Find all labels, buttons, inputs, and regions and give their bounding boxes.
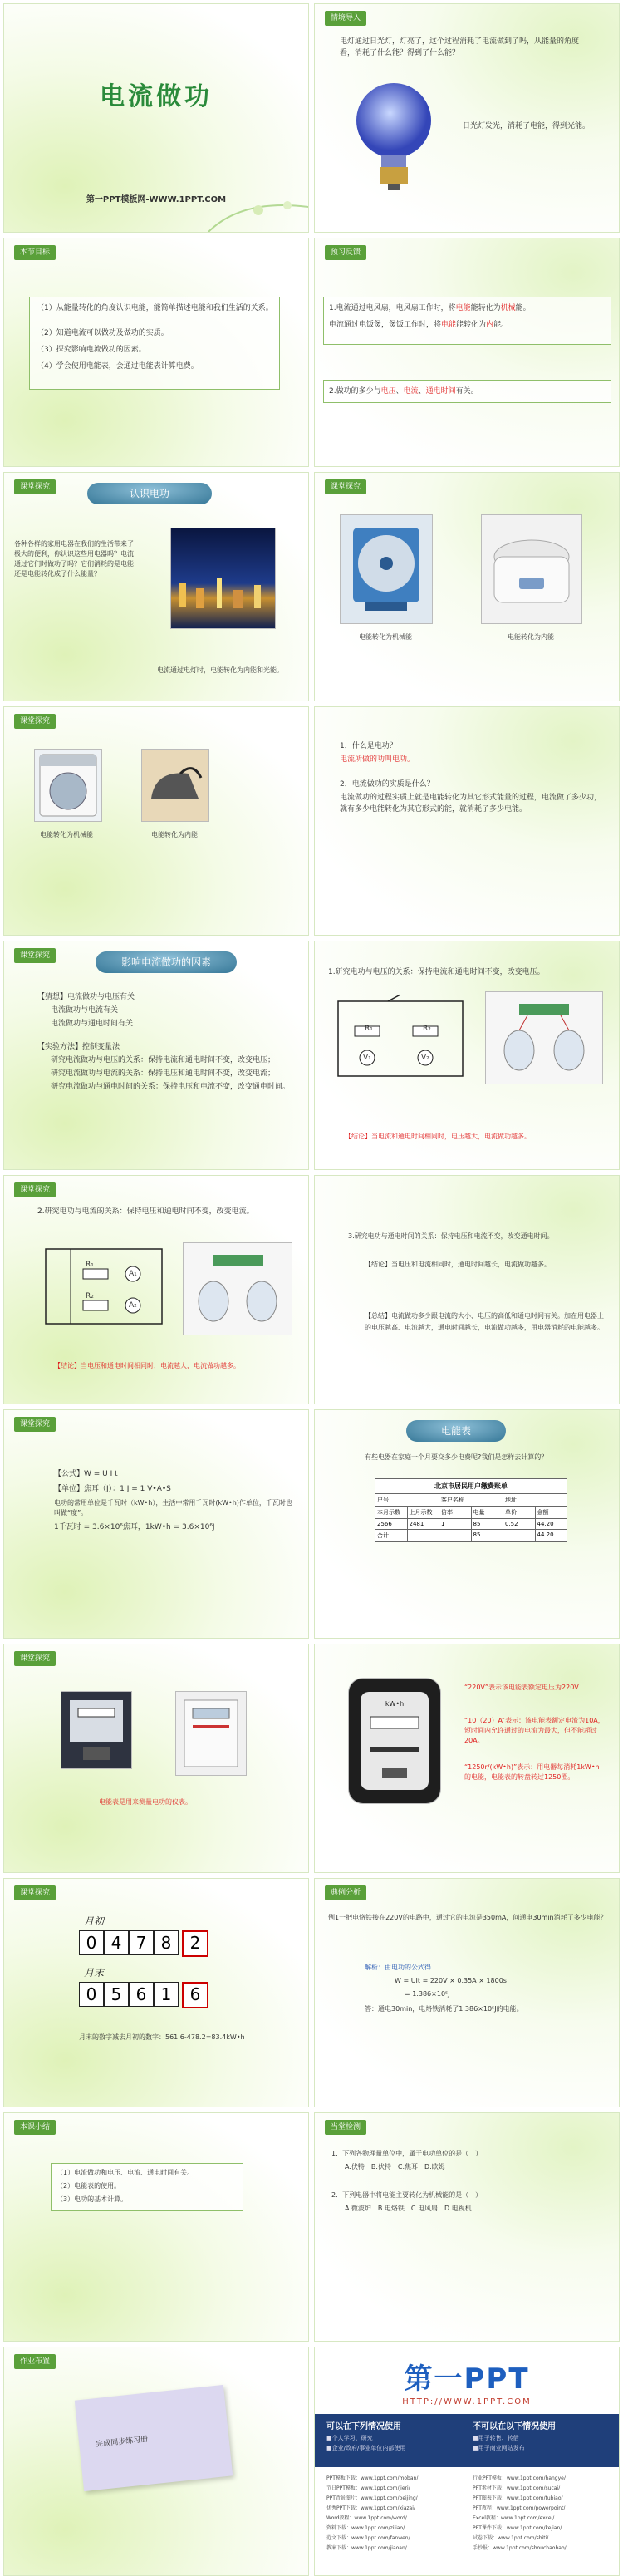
summary-item: （3）电功的基本计算。	[56, 2195, 128, 2203]
definition-q1: 1．什么是电功？	[340, 742, 397, 750]
slide-homework[interactable]	[3, 2347, 309, 2576]
digital-meter-image	[175, 1691, 247, 1776]
unit-joule: 【单位】焦耳（J）：1 J = 1 V•A•S	[54, 1485, 171, 1493]
slide-appliances-1[interactable]	[314, 472, 620, 701]
slide-formula[interactable]	[3, 1409, 309, 1639]
experiment-photo	[183, 1242, 292, 1335]
reading-caption: 月末的数字减去月初的数字：561.6-478.2=83.4kW•h	[79, 2033, 245, 2041]
homework-text: 完成同步练习册	[95, 2435, 149, 2450]
caption-mechanical: 电能转化为机械能	[40, 831, 93, 838]
intro-answer: 日光灯发光，消耗了电能，得到光能。	[463, 122, 591, 130]
objectives-box	[29, 297, 280, 390]
summary-text: 【总结】电流做功多少跟电流的大小、电压的高低和通电时间有关。加在用电器上的电压越高、电流越大，通电时间越长，电流做功越多，用电器消耗的电能越多。	[365, 1312, 604, 1331]
usage-panel	[315, 2414, 620, 2467]
objective-item: （3）探究影响电流做功的因素。	[37, 346, 146, 354]
factor-guess: 【猜想】电流做功与电压有关	[37, 993, 135, 1001]
resistor-label: R₁	[86, 1261, 94, 1269]
objective-item: （2）知道电流可以做功及做功的实质。	[37, 329, 169, 337]
vine-decoration	[208, 182, 308, 232]
factor-line: 研究电流做功与电流的关系：保持电压和通电时间不变，改变电流；	[51, 1069, 276, 1078]
cover-title: 电流做功	[100, 82, 213, 111]
solution-line: 解析：由电功的公式得	[365, 1964, 431, 1971]
brand-logo: 第一PPT	[404, 2362, 530, 2396]
section-tag: 课堂探究	[14, 1885, 56, 1900]
topic-pill: 认识电功	[87, 483, 212, 504]
resource-link[interactable]: PPT素材下载：www.1ppt.com/sucai/	[473, 2485, 561, 2491]
slide-electric-work-definition[interactable]	[314, 706, 620, 936]
resource-link[interactable]: Word教程：www.1ppt.com/word/	[326, 2515, 407, 2521]
slide-summary[interactable]	[3, 2112, 309, 2342]
resource-link[interactable]: PPT背景图片：www.1ppt.com/beijing/	[326, 2495, 418, 2501]
usage-forbidden-title: 不可以在以下情况使用	[473, 2422, 556, 2431]
resource-link[interactable]: 手抄报：www.1ppt.com/shouchaobao/	[473, 2545, 567, 2551]
digit: 8	[154, 1930, 179, 1955]
usage-forbidden-item: ■用于商业网站发布	[473, 2445, 525, 2451]
slide-current-experiment[interactable]	[3, 1175, 309, 1404]
city-lights-icon	[171, 578, 275, 612]
objective-item: （4）学会使用电能表，会通过电能表计算电费。	[37, 362, 199, 371]
feedback-line-3: 2.做功的多少与电压、电流、通电时间有关。	[329, 387, 478, 396]
usage-forbidden-item: ■用于转售、转借	[473, 2435, 519, 2441]
rice-cooker-image	[481, 514, 582, 624]
meter-icon	[181, 1697, 241, 1770]
electric-fan-image	[340, 514, 433, 624]
resource-link[interactable]: 试卷下载：www.1ppt.com/shiti/	[473, 2535, 549, 2541]
summary-box	[51, 2163, 243, 2211]
slide-intro[interactable]	[314, 3, 620, 233]
usage-allowed-item: ■企业/政府/事业单位内部使用	[326, 2445, 406, 2451]
voltmeter-label: V₂	[421, 1054, 429, 1062]
section-tag: 课堂探究	[325, 479, 366, 494]
apparatus-icon	[189, 1251, 287, 1326]
experiment-conclusion: 【结论】当电压和通电时间相同时，电流越大，电流做功越多。	[54, 1362, 240, 1369]
bill-row: 本月示数 上月示数 倍率 电量 单价 金额	[375, 1507, 567, 1519]
section-tag: 课堂探究	[14, 1651, 56, 1666]
resource-links-left	[326, 2474, 468, 2554]
month-start-label: 月初	[84, 1915, 105, 1927]
unit-conversion: 1千瓦时 = 3.6×10⁶焦耳，1kW•h = 3.6×10⁶J	[54, 1523, 215, 1531]
voltmeter-label: V₁	[363, 1054, 371, 1062]
section-tag: 课堂探究	[14, 948, 56, 963]
slide-know-electric-work[interactable]	[3, 472, 309, 701]
slide-factors[interactable]	[3, 941, 309, 1170]
slide-cover[interactable]	[3, 3, 309, 233]
slide-electric-meter-bill[interactable]	[314, 1409, 620, 1639]
bill-row: 合计 85 44.20	[375, 1530, 567, 1541]
disc-meter-image	[348, 1678, 441, 1804]
feedback-box-1	[323, 297, 611, 345]
feedback-line-2: 电流通过电饭煲，煲饭工作时，将电能能转化为内能。	[329, 321, 509, 329]
formula: 【公式】W = U I t	[54, 1470, 118, 1478]
caption-internal: 电能转化为内能	[151, 831, 198, 838]
resource-link[interactable]: 节日PPT模板：www.1ppt.com/jieri/	[326, 2485, 410, 2491]
section-tag: 课堂探究	[14, 1182, 56, 1197]
factor-line: 电流做功与通电时间有关	[51, 1020, 134, 1028]
know-text: 各种各样的家用电器在我们的生活带来了极大的便利，你认识这些用电器吗？电流通过它们时做功了吗？它们消耗的是电能还是电能转化成了什么能量？	[14, 540, 134, 578]
bill-header: 户号 客户名称 地址	[375, 1494, 567, 1507]
topic-pill: 影响电流做功的因素	[96, 951, 237, 973]
definition-a2: 电流做功的过程实质上就是电能转化为其它形式能量的过程，电流做了多少功，就有多少电能转化为其它形式的能，就消耗了多少电能。	[340, 794, 602, 814]
quiz-options-1: A.伏特 B.伏特 C.焦耳 D.欧姆	[345, 2163, 445, 2170]
quiz-question-1: 1．下列各物理量单位中，属于电功单位的是（ ）	[331, 2150, 483, 2157]
bill-row: 2566 2481 1 85 0.52 44.20	[375, 1519, 567, 1530]
experiment-title: 1.研究电功与电压的关系：保持电流和通电时间不变，改变电压。	[328, 968, 545, 976]
slide-brand-footer[interactable]	[314, 2347, 620, 2576]
meter-spec-current: “10（20）A”表示：该电能表额定电流为10A，短时间内允许通过的电流为最大，但不能超过20A。	[464, 1717, 605, 1744]
intro-question: 电灯通过日光灯，灯亮了，这个过程消耗了电流做到了吗，从能量的角度看，消耗了什么能？得到了什么能？	[340, 37, 580, 57]
caption-mechanical: 电能转化为机械能	[359, 633, 412, 641]
know-caption: 电流通过电灯时，电能转化为内能和光能。	[157, 666, 283, 674]
slide-objectives[interactable]	[3, 238, 309, 467]
digit-decimal: 2	[182, 1930, 208, 1957]
meter-spec-voltage: “220V”表示该电能表额定电压为220V	[464, 1684, 579, 1691]
resistor-label: R₂	[86, 1292, 94, 1300]
light-bulb-icon	[348, 79, 439, 195]
solution-answer: 答：通电30min，电烙铁消耗了1.386×10⁵J的电能。	[365, 2005, 523, 2013]
resource-links-right	[473, 2474, 614, 2554]
slide-appliances-2[interactable]	[3, 706, 309, 936]
digit: 0	[79, 1982, 104, 2007]
parallel-circuit-diagram	[37, 1241, 170, 1332]
iron-icon	[147, 761, 204, 811]
section-tag: 本课小结	[14, 2120, 56, 2135]
meter-unit: kW•h	[385, 1700, 405, 1708]
factor-method: 【实验方法】控制变量法	[37, 1043, 120, 1051]
summary-item: （2）电能表的使用。	[56, 2182, 121, 2190]
experiment-title: 2.研究电功与电流的关系：保持电压和通电时间不变，改变电流。	[37, 1207, 254, 1216]
solution-line: W = UIt = 220V × 0.35A × 1800s	[395, 1977, 507, 1984]
apparatus-icon	[494, 1000, 594, 1075]
section-tag: 当堂检测	[325, 2120, 366, 2135]
factor-line: 研究电流做功与通电时间的关系：保持电压和电流不变，改变通电时间。	[51, 1083, 291, 1091]
resource-link[interactable]: 教案下载：www.1ppt.com/jiaoan/	[326, 2545, 407, 2551]
homework-note	[75, 2385, 233, 2491]
resource-link[interactable]: 资料下载：www.1ppt.com/ziliao/	[326, 2525, 405, 2531]
section-tag: 课堂探究	[14, 714, 56, 729]
slide-preview-feedback[interactable]	[314, 238, 620, 467]
brand-url[interactable]: HTTP://WWW.1PPT.COM	[402, 2397, 532, 2406]
meter-caption: 电能表是用来测量电功的仪表。	[99, 1798, 192, 1806]
resource-link[interactable]: 范文下载：www.1ppt.com/fanwen/	[326, 2535, 410, 2541]
experiment-conclusion: 【结论】当电流和通电时间相同时，电压越大，电流做功越多。	[345, 1133, 531, 1140]
resource-link[interactable]: PPT课件下载：www.1ppt.com/kejian/	[473, 2525, 562, 2531]
usage-allowed-title: 可以在下列情况使用	[326, 2422, 401, 2431]
digit: 1	[154, 1982, 179, 2007]
slide-time-experiment[interactable]	[314, 1175, 620, 1404]
resource-link[interactable]: PPT图表下载：www.1ppt.com/tubiao/	[473, 2495, 563, 2501]
example-question: 例1一把电烙铁接在220V的电路中，通过它的电流是350mA，问通电30min消耗了多少电能？	[328, 1914, 607, 1921]
slide-worked-example[interactable]	[314, 1878, 620, 2107]
resource-link[interactable]: PPT教程：www.1ppt.com/powerpoint/	[473, 2505, 566, 2511]
resistor-label: R₁	[365, 1025, 373, 1033]
city-night-image	[170, 528, 276, 629]
definition-a1: 电流所做的功叫电功。	[340, 755, 415, 764]
digit: 5	[104, 1982, 129, 2007]
rice-cooker-icon	[490, 532, 573, 615]
washing-machine-image	[34, 749, 102, 822]
cover-subtitle: 第一PPT模板网-WWW.1PPT.COM	[86, 195, 227, 204]
digit-decimal: 6	[182, 1982, 208, 2008]
slide-meters[interactable]	[3, 1644, 309, 1873]
quiz-options-2: A.微波炉 B.电烙铁 C.电风扇 D.电视机	[345, 2205, 472, 2212]
solution-line: = 1.386×10⁵J	[405, 1990, 450, 1998]
topic-pill: 电能表	[406, 1420, 506, 1442]
resource-link[interactable]: Excel教程：www.1ppt.com/excel/	[473, 2515, 555, 2521]
factor-line: 研究电流做功与电压的关系：保持电流和通电时间不变，改变电压；	[51, 1056, 276, 1064]
bill-title: 北京市居民用户缴费账单	[375, 1479, 567, 1494]
resistor-label: R₂	[423, 1025, 431, 1033]
section-tag: 典例分析	[325, 1885, 366, 1900]
section-tag: 情境导入	[325, 11, 366, 26]
quiz-question-2: 2．下列电器中将电能主要转化为机械能的是（ ）	[331, 2191, 483, 2199]
resource-link[interactable]: 行业PPT模板：www.1ppt.com/hangye/	[473, 2475, 566, 2481]
ammeter-label: A₁	[129, 1270, 137, 1278]
resource-link[interactable]: PPT模板下载：www.1ppt.com/moban/	[326, 2475, 419, 2481]
month-end-label: 月末	[84, 1967, 105, 1979]
meter-spec-revolutions: “1250r/(kW•h)”表示：用电器每消耗1kW•h的电能，电能表的转盘转过1250圈。	[464, 1763, 600, 1781]
month-start-digits	[79, 1930, 208, 1957]
definition-q2: 2．电流做功的实质是什么？	[340, 780, 434, 789]
caption-internal: 电能转化为内能	[508, 633, 554, 641]
unit-kwh: 电功的常用单位是千瓦时（kW•h），生活中常用千瓦时(kW•h)作单位，千瓦时也叫做“度”。	[54, 1499, 292, 1517]
usage-allowed-item: ■个人学习、研究	[326, 2435, 373, 2441]
feedback-box-2	[323, 380, 611, 403]
fan-icon	[349, 524, 424, 615]
washing-machine-icon	[38, 753, 98, 818]
bill-table	[375, 1478, 567, 1542]
month-end-digits	[79, 1982, 208, 2008]
resource-link[interactable]: 优秀PPT下载：www.1ppt.com/xiazai/	[326, 2505, 415, 2511]
section-tag: 课堂探究	[14, 479, 56, 494]
experiment-photo	[485, 991, 603, 1084]
experiment-title: 3.研究电功与通电时间的关系：保持电压和电流不变，改变通电时间。	[348, 1232, 554, 1240]
section-tag: 作业布置	[14, 2354, 56, 2369]
meter-icon	[66, 1697, 126, 1763]
section-tag: 预习反馈	[325, 245, 366, 260]
slide-meter-reading[interactable]	[314, 1644, 620, 1873]
objective-item: （1）从能量转化的角度认识电能，能简单描述电能和我们生活的关系。	[37, 304, 273, 312]
feedback-line-1: 1.电流通过电风扇，电风扇工作时，将电能能转化为机械能。	[329, 304, 531, 312]
digit: 0	[79, 1930, 104, 1955]
factor-line: 电流做功与电流有关	[51, 1006, 119, 1015]
time-conclusion: 【结论】当电压和电流相同时，通电时间越长，电流做功越多。	[365, 1261, 551, 1268]
digit: 4	[104, 1930, 129, 1955]
section-tag: 本节目标	[14, 245, 56, 260]
ammeter-label: A₂	[129, 1301, 137, 1310]
slide-reading-example[interactable]	[3, 1878, 309, 2107]
mechanical-meter-image	[61, 1691, 132, 1769]
iron-image	[141, 749, 209, 822]
digit: 7	[129, 1930, 154, 1955]
summary-item: （1）电流做功和电压、电流、通电时间有关。	[56, 2169, 194, 2176]
digit: 6	[129, 1982, 154, 2007]
series-circuit-diagram	[330, 993, 471, 1084]
slide-quiz[interactable]	[314, 2112, 620, 2342]
bill-question: 有些电器在家庭一个月要交多少电费呢?我们是怎样去计算的？	[365, 1453, 548, 1461]
slide-voltage-experiment[interactable]	[314, 941, 620, 1170]
section-tag: 课堂探究	[14, 1417, 56, 1432]
